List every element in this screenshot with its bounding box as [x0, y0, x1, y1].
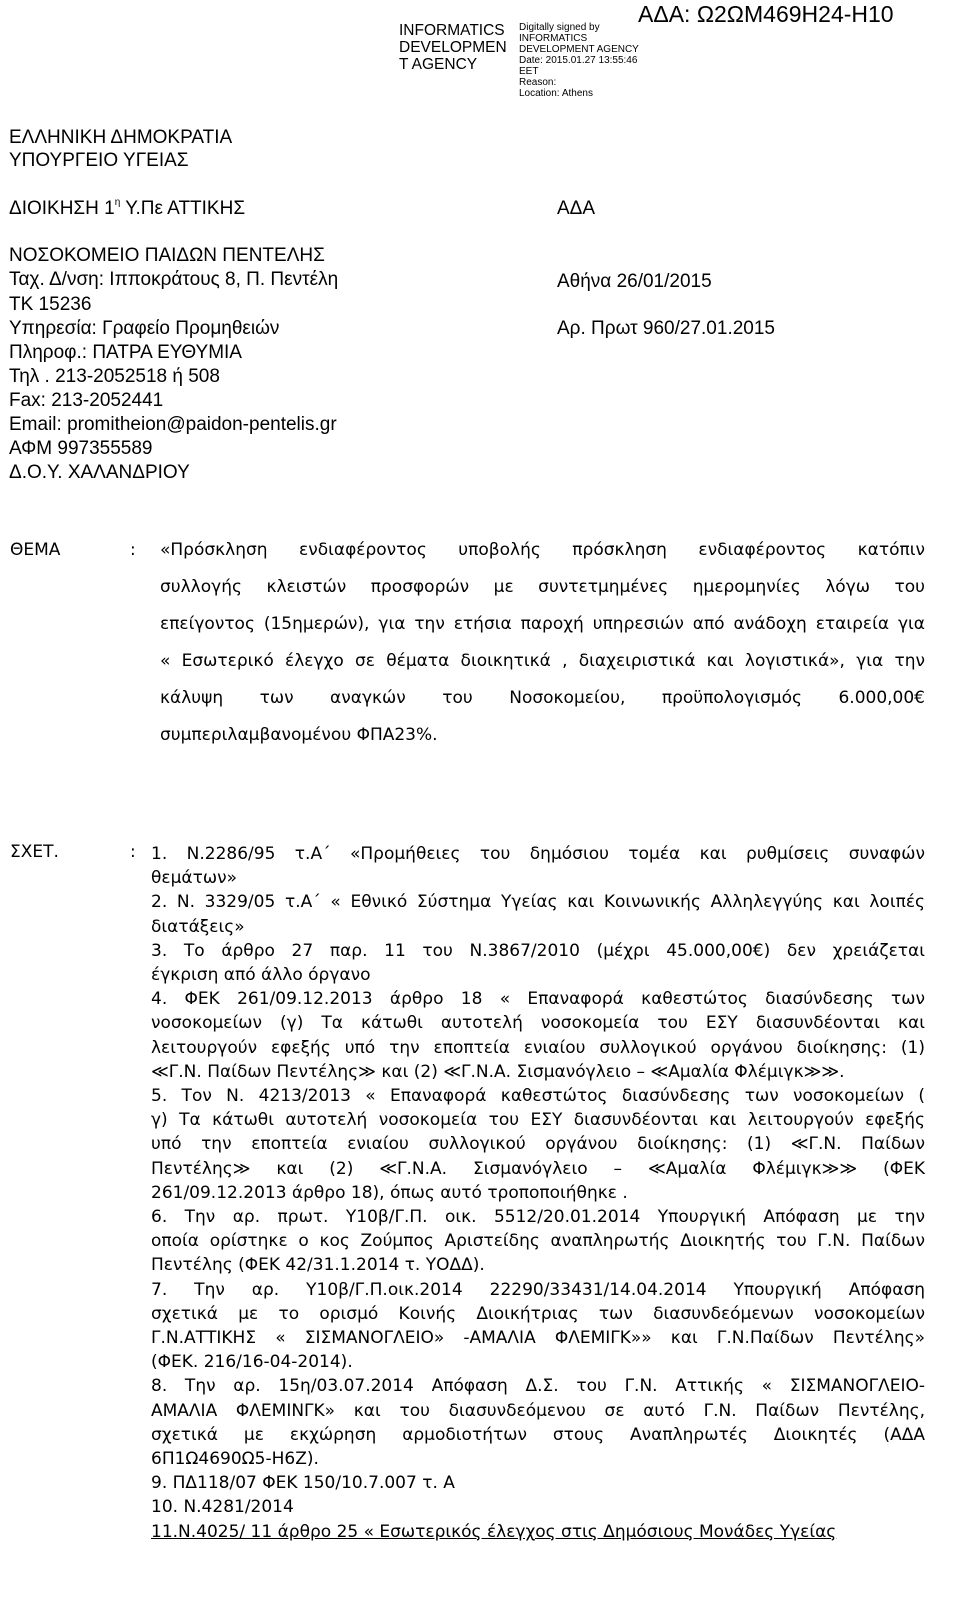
- reference-line: υπό την εποπτεία ενιαίου συλλογικού οργάνου διοίκησης: (1) ≪Γ.Ν. Παίδων: [151, 1134, 925, 1155]
- reference-line: 5. Τον Ν. 4213/2013 « Επαναφορά καθεστώτος διασύνδεσης των νοσοκομείων (: [151, 1086, 925, 1107]
- subject-colon: :: [130, 540, 136, 560]
- signature-meta-line: EET: [519, 66, 539, 77]
- subject-line: «Πρόσκληση ενδιαφέροντος υποβολής πρόσκληση ενδιαφέροντος κατόπιν: [160, 540, 925, 560]
- phone-number: Τηλ . 213-2052518 ή 508: [9, 366, 220, 387]
- signature-meta-line: Location: Athens: [519, 88, 593, 99]
- reference-line: 10. Ν.4281/2014: [151, 1497, 294, 1518]
- service-name: Υπηρεσία: Γραφείο Προμηθειών: [9, 318, 280, 339]
- subject-line: επείγοντος (15ημερών), για την ετήσια παροχή υπηρεσιών από ανάδοχη εταιρεία για: [160, 614, 925, 634]
- fax-number: Fax: 213-2052441: [9, 390, 164, 411]
- reference-line: Πεντέλης≫ και (2) ≪Γ.Ν.Α. Σισμανόγλειο – ≪Αμαλία Φλέμιγκ≫≫ (ΦΕΚ: [151, 1158, 925, 1179]
- contact-person: Πληροφ.: ΠΑΤΡΑ ΕΥΘΥΜΙΑ: [9, 342, 242, 363]
- references-colon: :: [130, 842, 136, 862]
- reference-line: 6Π1Ω4690Ω5-Η6Ζ).: [151, 1449, 319, 1470]
- reference-line: διατάξεις»: [151, 916, 245, 937]
- reference-line: θεμάτων»: [151, 868, 237, 889]
- ministry-name: ΥΠΟΥΡΓΕΙΟ ΥΓΕΙΑΣ: [9, 150, 189, 171]
- reference-line: 2. Ν. 3329/05 τ.Α΄ « Εθνικό Σύστημα Υγείας και Κοινωνικής Αλληλεγγύης και λοιπές: [151, 892, 925, 913]
- ada-label: ΑΔΑ: [557, 198, 596, 219]
- address: Ταχ. Δ/νση: Ιπποκράτους 8, Π. Πεντέλη: [9, 269, 339, 290]
- ada-code: ΑΔΑ: Ω2ΩΜ469Η24-Η10: [638, 1, 894, 27]
- tax-office: Δ.Ο.Υ. ΧΑΛΑΝΔΡΙΟΥ: [9, 462, 190, 483]
- postcode: ΤΚ 15236: [9, 294, 92, 315]
- subject-line: συλλογής κλειστών προσφορών με συντετμημένες ημερομηνίες λόγω του: [160, 577, 925, 597]
- administration-prefix: ΔΙΟΙΚΗΣΗ 1: [9, 198, 115, 219]
- subject-text: [160, 540, 925, 762]
- reference-line: Γ.Ν.ΑΤΤΙΚΗΣ « ΣΙΣΜΑΝΟΓΛΕΙΟ» -ΑΜΑΛΙΑ ΦΛΕΜΙΓΚ»» και Γ.Ν.Παίδων Πεντέλης»: [151, 1328, 925, 1349]
- administration-name: [9, 196, 246, 219]
- signature-organization: [399, 22, 507, 73]
- signature-meta-line: Reason:: [519, 77, 557, 88]
- reference-line: γ) Τα κάτωθι αυτοτελή νοσοκομεία του ΕΣΥ διασυνδέονται και λειτουργούν εφεξής: [151, 1110, 925, 1131]
- reference-line: 261/09.12.2013 άρθρο 18), όπως αυτό τροποποιήθηκε .: [151, 1182, 628, 1203]
- reference-line: 9. ΠΔ118/07 ΦΕΚ 150/10.7.007 τ. Α: [151, 1473, 455, 1494]
- signature-meta-line: DEVELOPMENT AGENCY: [519, 44, 639, 55]
- tax-number: ΑΦΜ 997355589: [9, 438, 153, 459]
- signature-meta-line: Digitally signed by: [519, 22, 600, 33]
- country-name: ΕΛΛΗΝΙΚΗ ΔΗΜΟΚΡΑΤΙΑ: [9, 127, 233, 148]
- signature-org-line: INFORMATICS: [399, 22, 505, 39]
- subject-line: κάλυψη των αναγκών του Νοσοκομείου, προϋπολογισμός 6.000,00€: [160, 688, 925, 708]
- subject-label: ΘΕΜΑ: [10, 540, 61, 560]
- signature-org-line: DEVELOPMEN: [399, 39, 507, 56]
- reference-line: νοσοκομείων (γ) Τα κάτωθι αυτοτελή νοσοκομεία του ΕΣΥ διασυνδέονται και: [151, 1013, 925, 1034]
- protocol-number: Αρ. Πρωτ 960/27.01.2015: [557, 318, 775, 339]
- subject-line: συμπεριλαμβανομένου ΦΠΑ23%.: [160, 725, 438, 745]
- administration-suffix: Υ.Πε ΑΤΤΙΚΗΣ: [120, 198, 246, 219]
- reference-line: έγκριση από άλλο όργανο: [151, 965, 371, 986]
- references-list: [151, 842, 925, 1544]
- reference-line: λειτουργούν εφεξής υπό την εποπτεία ενιαίου συλλογικού οργάνου διοίκησης: (1): [151, 1037, 925, 1058]
- reference-line: σχετικά με εκχώρηση αρμοδιοτήτων στους Αναπληρωτές Διοικητές (ΑΔΑ: [151, 1424, 925, 1445]
- hospital-name: ΝΟΣΟΚΟΜΕΙΟ ΠΑΙΔΩΝ ΠΕΝΤΕΛΗΣ: [9, 245, 325, 266]
- reference-line: 8. Την αρ. 15η/03.07.2014 Απόφαση Δ.Σ. του Γ.Ν. Αττικής « ΣΙΣΜΑΝΟΓΛΕΙΟ-: [151, 1376, 925, 1397]
- administration-ordinal: η: [114, 196, 121, 208]
- reference-line: οποία ορίστηκε ο κος Ζούμπος Αριστείδης αναπληρωτής Διοικητής του Γ.Ν. Παίδων: [151, 1231, 925, 1252]
- email-address: Email: promitheion@paidon-pentelis.gr: [9, 414, 337, 435]
- reference-line: 4. ΦΕΚ 261/09.12.2013 άρθρο 18 « Επαναφορά καθεστώτος διασύνδεσης των: [151, 989, 925, 1010]
- references-label: ΣΧΕΤ.: [10, 842, 59, 862]
- signature-org-line: T AGENCY: [399, 56, 478, 73]
- reference-line: (ΦΕΚ. 216/16-04-2014).: [151, 1352, 353, 1373]
- reference-line: 1. Ν.2286/95 τ.Α΄ «Προμήθειες του δημόσιου τομέα και ρυθμίσεις συναφών: [151, 844, 925, 864]
- reference-line: σχετικά με το ορισμό Κοινής Διοικήτριας των διασυνδεόμενων νοσοκομείων: [151, 1303, 925, 1324]
- reference-line: 11.Ν.4025/ 11 άρθρο 25 « Εσωτερικός έλεγχος στις Δημόσιους Μονάδες Υγείας: [151, 1521, 837, 1542]
- subject-line: « Εσωτερικό έλεγχο σε θέματα διοικητικά , διαχειριστικά και λογιστικά», για την: [160, 651, 925, 671]
- reference-line: ≪Γ.Ν. Παίδων Πεντέλης≫ και (2) ≪Γ.Ν.Α. Σισμανόγλειο – ≪Αμαλία Φλέμιγκ≫≫.: [151, 1061, 845, 1082]
- signature-meta-line: Date: 2015.01.27 13:55:46: [519, 55, 638, 66]
- reference-line: 7. Την αρ. Υ10β/Γ.Π.οικ.2014 22290/33431/14.04.2014 Υπουργική Απόφαση: [151, 1279, 925, 1300]
- reference-line: Πεντέλης (ΦΕΚ 42/31.1.2014 τ. ΥΟΔΔ).: [151, 1255, 485, 1276]
- document-date: Αθήνα 26/01/2015: [557, 271, 712, 292]
- reference-line: ΑΜΑΛΙΑ ΦΛΕΜΙΝΓΚ» και του διασυνδεόμενου σε αυτό Γ.Ν. Παίδων Πεντέλης,: [151, 1400, 925, 1421]
- signature-meta-line: INFORMATICS: [519, 33, 588, 44]
- signature-details: [519, 22, 639, 99]
- reference-line: 3. Το άρθρο 27 παρ. 11 του Ν.3867/2010 (μέχρι 45.000,00€) δεν χρειάζεται: [151, 940, 925, 961]
- reference-line: 6. Την αρ. πρωτ. Υ10β/Γ.Π. οικ. 5512/20.01.2014 Υπουργική Απόφαση με την: [151, 1207, 925, 1228]
